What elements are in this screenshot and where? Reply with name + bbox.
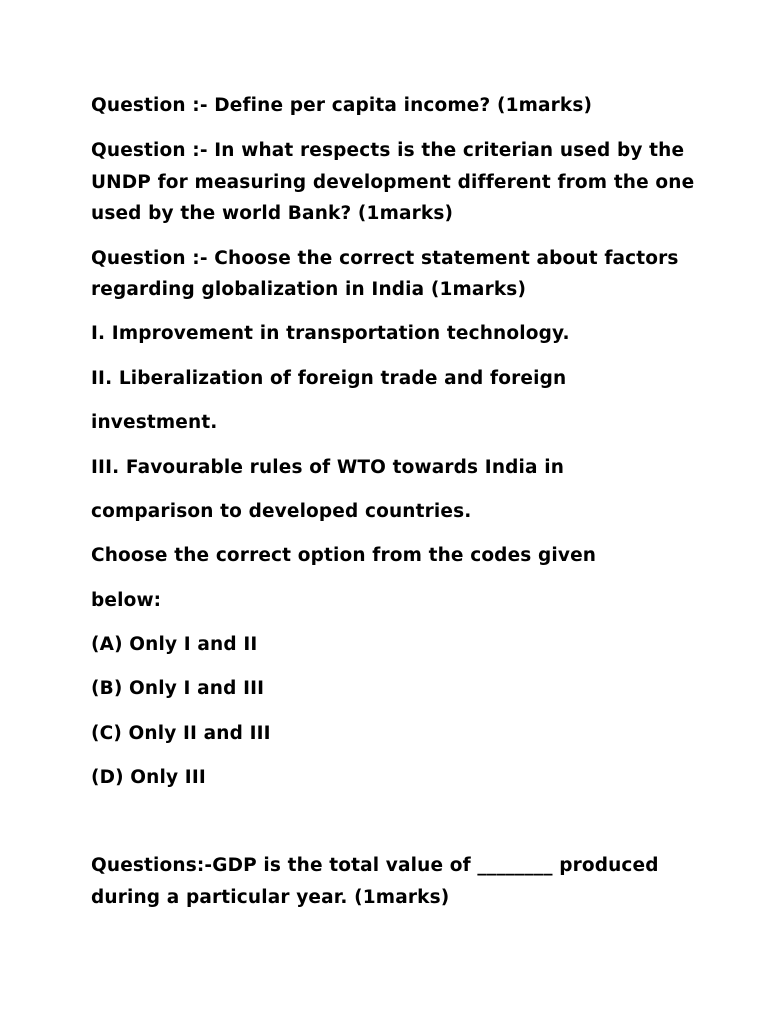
instruction-line-1: Choose the correct option from the codes given — [91, 545, 597, 566]
instruction-line-2: below: — [91, 590, 162, 611]
statement-3-line-2: comparison to developed countries. — [91, 501, 472, 522]
question-3-line-2: regarding globalization in India (1marks) — [91, 279, 527, 300]
question-2-line-2: UNDP for measuring development different from the one — [91, 172, 695, 193]
question-2-line-3: used by the world Bank? (1marks) — [91, 203, 454, 224]
statement-2-line-1: II. Liberalization of foreign trade and foreign — [91, 368, 567, 389]
question-2-line-1: Question :- In what respects is the criterian used by the — [91, 140, 685, 161]
statement-2-line-2: investment. — [91, 412, 218, 433]
statement-3-line-1: III. Favourable rules of WTO towards India in — [91, 457, 565, 478]
question-4-line-2: during a particular year. (1marks) — [91, 887, 450, 908]
question-1-line-1: Question :- Define per capita income? (1marks) — [91, 95, 593, 116]
question-3-line-1: Question :- Choose the correct statement about factors — [91, 248, 679, 269]
question-4-line-1: Questions:-GDP is the total value of ________ produced — [91, 855, 659, 876]
option-d: (D) Only III — [91, 767, 206, 788]
option-c: (C) Only II and III — [91, 723, 271, 744]
statement-1: I. Improvement in transportation technology. — [91, 323, 570, 344]
option-b: (B) Only I and III — [91, 678, 265, 699]
option-a: (A) Only I and II — [91, 634, 258, 655]
